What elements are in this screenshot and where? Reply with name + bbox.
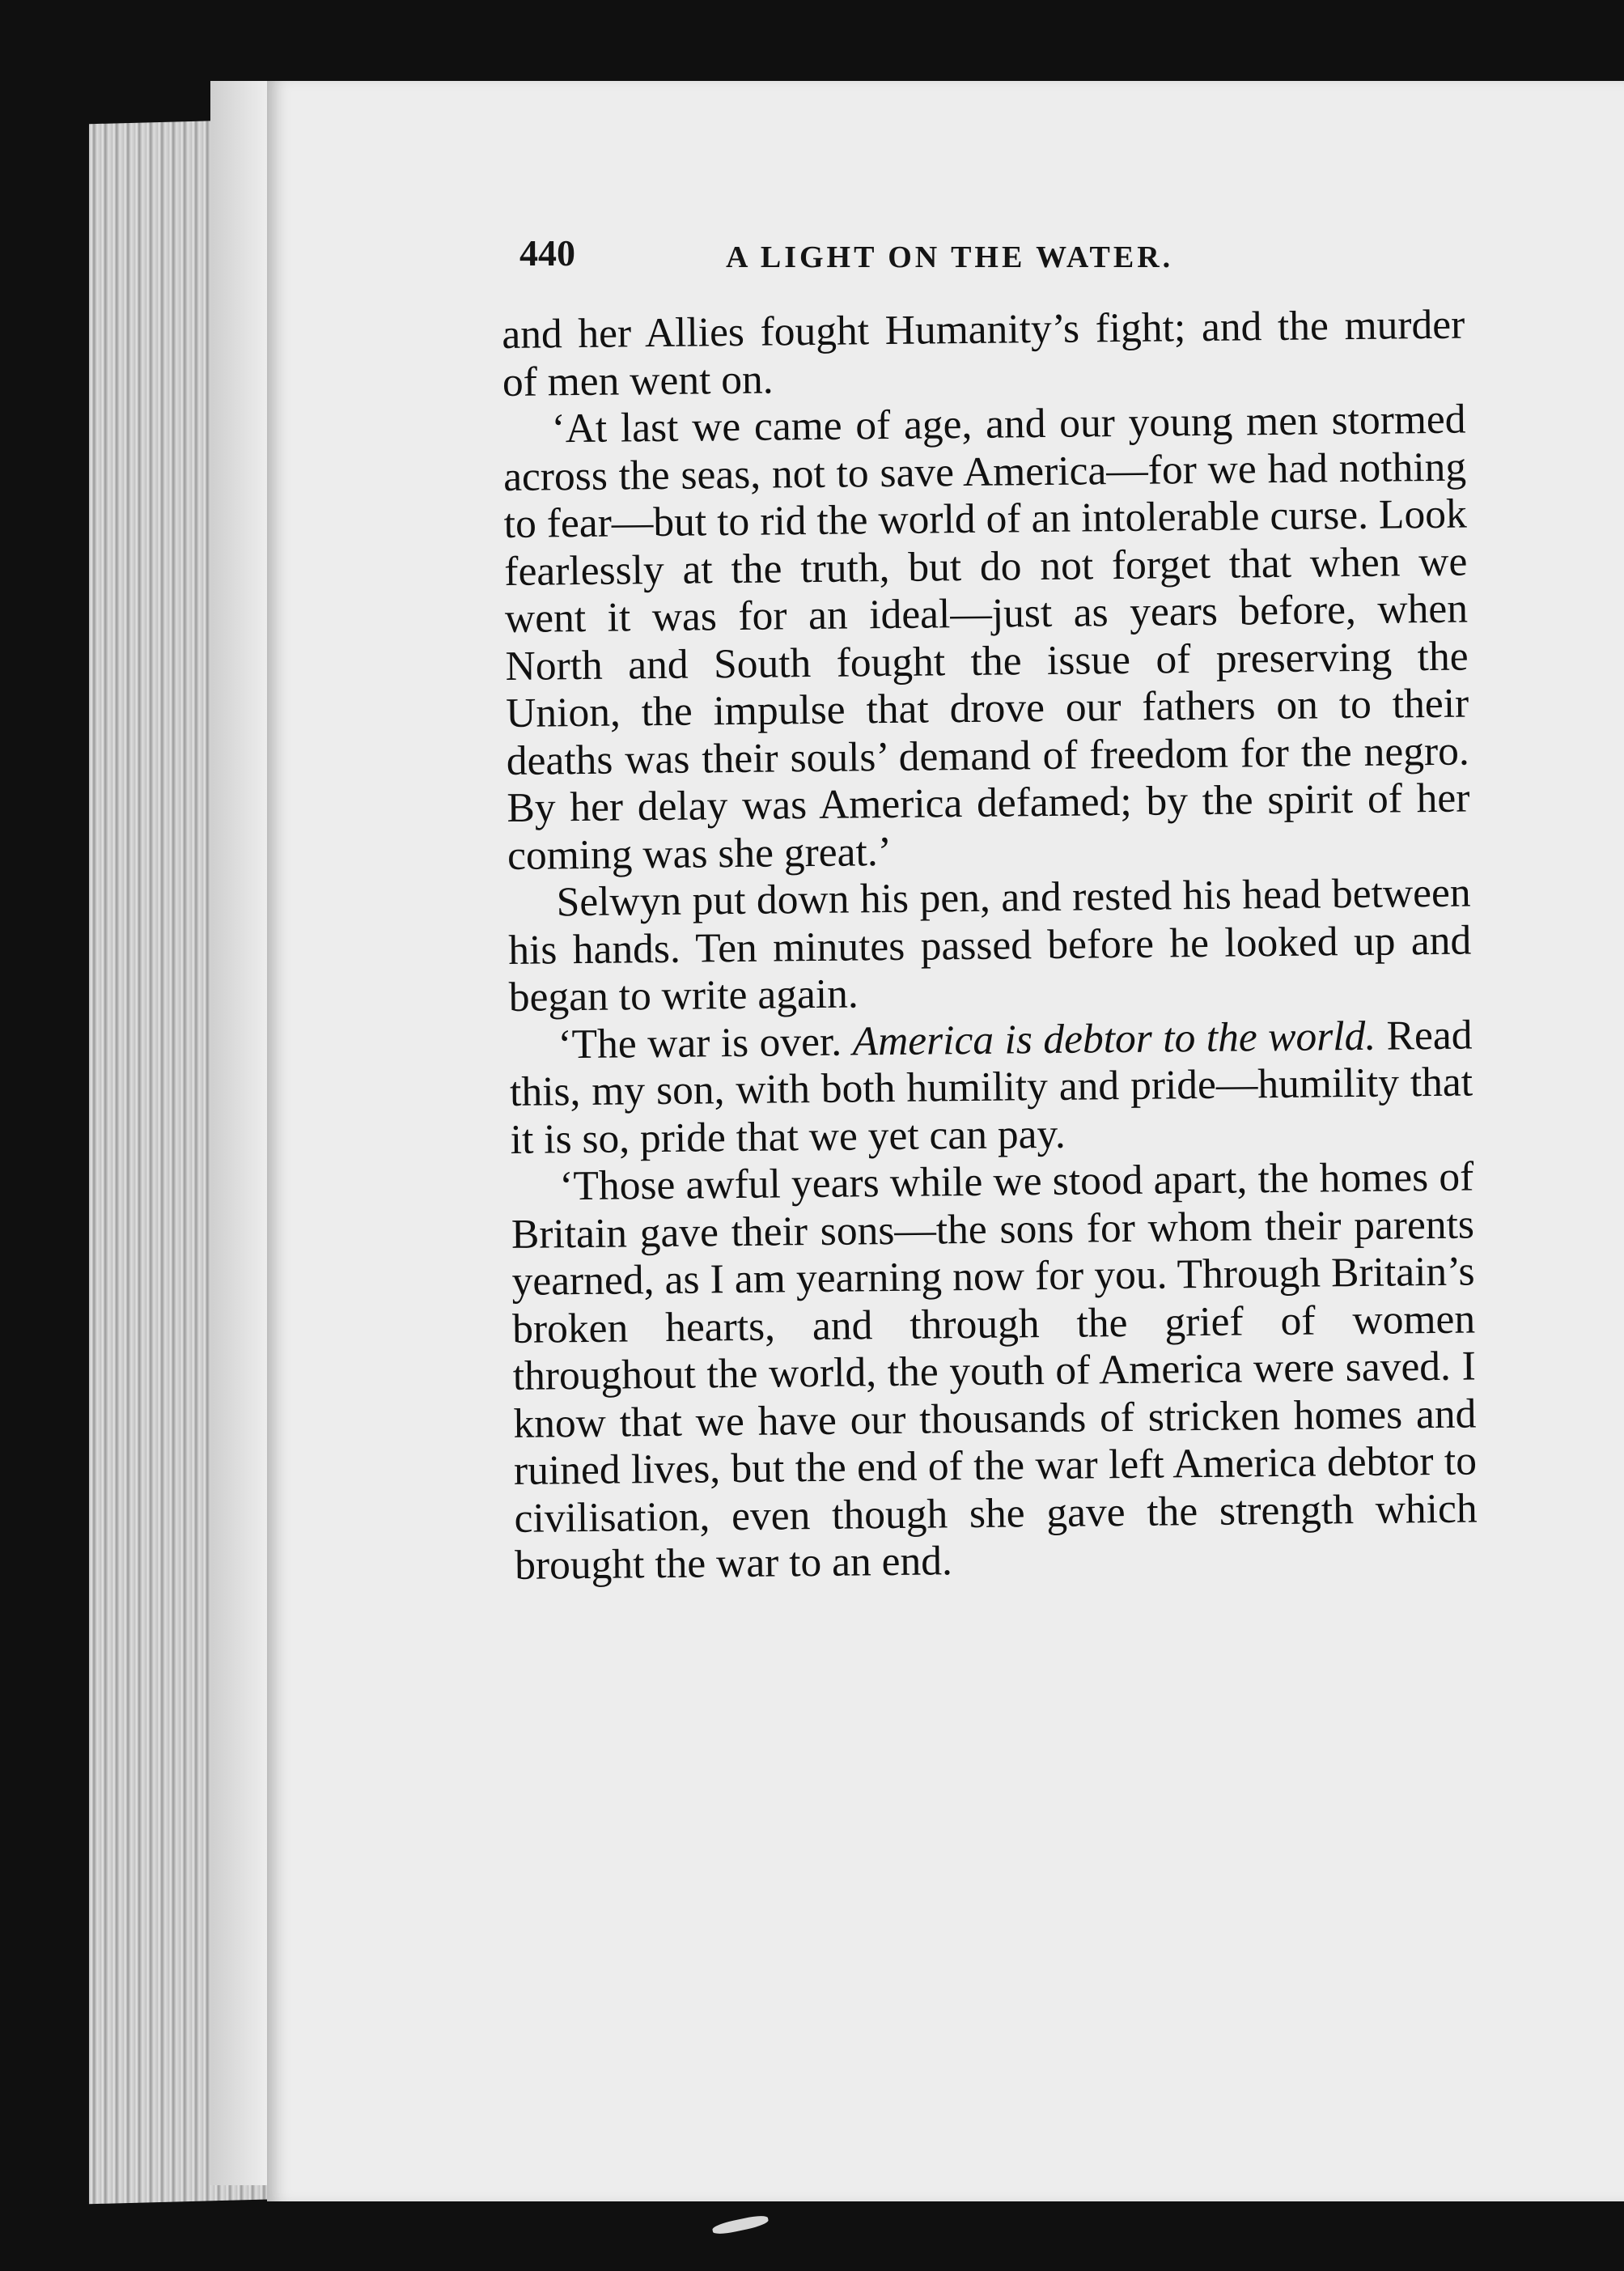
- scan-smudge: [711, 2214, 769, 2236]
- paragraph: [507, 870, 1472, 1022]
- text-segment: Read this, my son, with both humility and pride—humility that it is so, pride that we yet can pay.: [509, 1011, 1473, 1163]
- text-segment: ‘The war is over.: [558, 1018, 853, 1068]
- paragraph: [511, 1153, 1478, 1590]
- running-title: A LIGHT ON THE WATER.: [726, 240, 1174, 274]
- paragraph: [502, 397, 1470, 880]
- text-segment: ‘At last we came of age, and our young men stormed across the seas, not to save America—for we had nothing to fear—but to rid the world of an intolerable curse. Look fearlessly at the truth, but do not forget that when we went it was for an ideal—just as years before, when North and South fought the issue of preserving the Union, the impulse that drove our fathers on to their deaths was their souls’ demand of freedom for the negro. By her delay was America defamed; by the spirit of her coming was she great.’: [502, 396, 1470, 879]
- running-head: [519, 231, 1248, 280]
- paragraph: [509, 1012, 1473, 1164]
- text-segment: ‘Those awful years while we stood apart, the homes of Britain gave their sons—the sons for whom their parents yearned, as I am yearning now for you. Through Britain’s broken hearts, and through the grief of women throughout the world, the youth of America were saved. I know that we have our thousands of stricken homes and ruined lives, but the end of the war left America debtor to civilisation, even though she gave the strength which brought the war to an end.: [511, 1153, 1478, 1589]
- text-segment: Selwyn put down his pen, and rested his head between his hands. Ten minutes passed before he looked up and began to write again.: [507, 869, 1472, 1021]
- page-number: 440: [519, 232, 575, 274]
- text-segment: and her Allies fought Humanity’s fight; and the murder of men went on.: [502, 301, 1465, 405]
- body-text: [502, 302, 1478, 1590]
- italic-text-segment: America is debtor to the world.: [852, 1012, 1376, 1065]
- paragraph: [502, 302, 1465, 406]
